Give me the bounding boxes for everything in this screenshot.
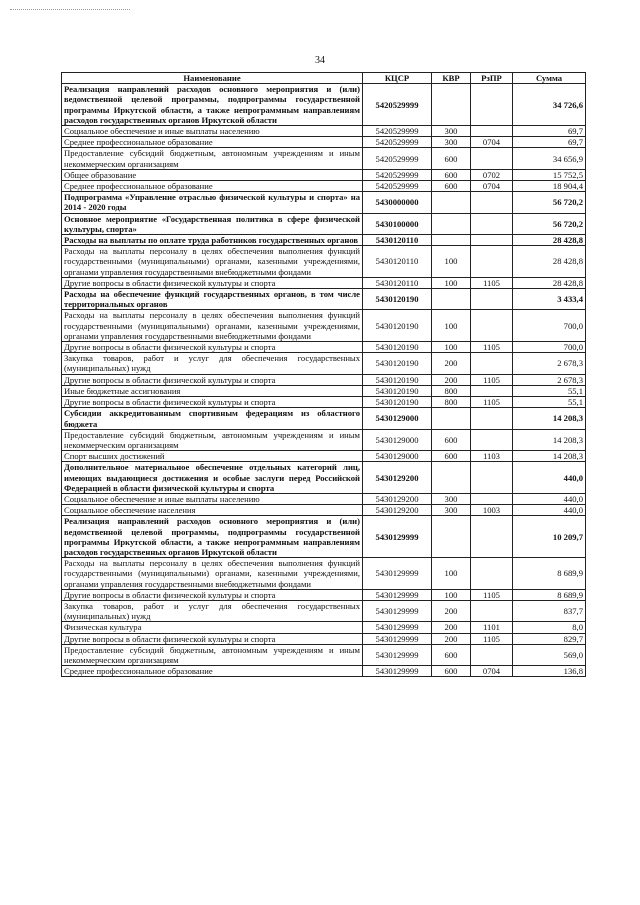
cell-kcsr: 5430120190 xyxy=(363,289,432,310)
cell-sum: 69,7 xyxy=(513,126,586,137)
cell-kcsr: 5430120110 xyxy=(363,235,432,246)
cell-kvr xyxy=(432,462,471,494)
table-row xyxy=(62,633,586,644)
cell-sum: 28 428,8 xyxy=(513,235,586,246)
cell-sum: 28 428,8 xyxy=(513,277,586,288)
table-body xyxy=(62,84,586,677)
table-row xyxy=(62,289,586,310)
cell-name: Расходы на выплаты персоналу в целях обеспечения выполнения функций государственными (муниципальными) органами, казенными учреждениями, органами управления государственными внебюджетными фондами xyxy=(62,310,363,342)
table-row xyxy=(62,385,586,396)
cell-rzpr xyxy=(471,408,513,429)
cell-rzpr xyxy=(471,289,513,310)
cell-kcsr: 5430120190 xyxy=(363,374,432,385)
table-row xyxy=(62,353,586,374)
cell-kcsr: 5430120190 xyxy=(363,397,432,408)
table-row xyxy=(62,235,586,246)
cell-name: Основное мероприятие «Государственная политика в сфере физической культуры, спорта» xyxy=(62,213,363,234)
cell-name: Другие вопросы в области физической культуры и спорта xyxy=(62,397,363,408)
table-row xyxy=(62,137,586,148)
cell-sum: 55,1 xyxy=(513,385,586,396)
cell-kvr xyxy=(432,408,471,429)
cell-name: Среднее профессиональное образование xyxy=(62,181,363,192)
cell-name: Социальное обеспечение населения xyxy=(62,505,363,516)
cell-kcsr: 5430129999 xyxy=(363,516,432,558)
table-row xyxy=(62,429,586,450)
cell-kcsr: 5430129999 xyxy=(363,644,432,665)
cell-sum: 28 428,8 xyxy=(513,246,586,278)
table-row xyxy=(62,246,586,278)
column-header-rzpr: РзПР xyxy=(471,73,513,84)
cell-kvr: 600 xyxy=(432,666,471,677)
cell-kvr: 300 xyxy=(432,126,471,137)
cell-sum: 56 720,2 xyxy=(513,192,586,213)
cell-rzpr: 0704 xyxy=(471,666,513,677)
cell-kvr: 200 xyxy=(432,600,471,621)
cell-name: Реализация направлений расходов основного мероприятия и (или) ведомственной целевой программы, подпрограммы государственной программы Иркутской области, а также непрограммным направлениям расходов государственных органов Иркутской области xyxy=(62,516,363,558)
table-row xyxy=(62,277,586,288)
column-header-name: Наименование xyxy=(62,73,363,84)
cell-kvr: 100 xyxy=(432,277,471,288)
cell-sum: 440,0 xyxy=(513,505,586,516)
cell-rzpr xyxy=(471,126,513,137)
cell-sum: 440,0 xyxy=(513,462,586,494)
cell-name: Социальное обеспечение и иные выплаты населению xyxy=(62,126,363,137)
cell-rzpr: 1105 xyxy=(471,633,513,644)
cell-sum: 55,1 xyxy=(513,397,586,408)
cell-name: Среднее профессиональное образование xyxy=(62,137,363,148)
cell-sum: 14 208,3 xyxy=(513,429,586,450)
cell-rzpr: 1105 xyxy=(471,342,513,353)
cell-name: Подпрограмма «Управление отраслью физической культуры и спорта» на 2014 - 2020 годы xyxy=(62,192,363,213)
cell-name: Физическая культура xyxy=(62,622,363,633)
cell-kcsr: 5430129000 xyxy=(363,451,432,462)
cell-rzpr xyxy=(471,192,513,213)
table-row xyxy=(62,310,586,342)
cell-kvr: 600 xyxy=(432,451,471,462)
cell-sum: 15 752,5 xyxy=(513,169,586,180)
cell-kvr: 300 xyxy=(432,137,471,148)
cell-rzpr xyxy=(471,429,513,450)
table-row xyxy=(62,84,586,126)
cell-kcsr: 5430000000 xyxy=(363,192,432,213)
cell-kcsr: 5430129999 xyxy=(363,622,432,633)
cell-rzpr: 1101 xyxy=(471,622,513,633)
cell-kcsr: 5420529999 xyxy=(363,148,432,169)
table-row xyxy=(62,493,586,504)
cell-kcsr: 5430120110 xyxy=(363,246,432,278)
table-row xyxy=(62,462,586,494)
cell-name: Спорт высших достижений xyxy=(62,451,363,462)
cell-kvr: 600 xyxy=(432,169,471,180)
cell-rzpr xyxy=(471,310,513,342)
cell-kcsr: 5420529999 xyxy=(363,84,432,126)
cell-sum: 8 689,9 xyxy=(513,558,586,590)
table-row xyxy=(62,342,586,353)
cell-rzpr xyxy=(471,385,513,396)
cell-kcsr: 5430120190 xyxy=(363,353,432,374)
cell-kcsr: 5430120110 xyxy=(363,277,432,288)
cell-rzpr xyxy=(471,213,513,234)
cell-kvr: 600 xyxy=(432,148,471,169)
cell-name: Закупка товаров, работ и услуг для обеспечения государственных (муниципальных) нужд xyxy=(62,600,363,621)
cell-sum: 56 720,2 xyxy=(513,213,586,234)
cell-sum: 700,0 xyxy=(513,342,586,353)
cell-sum: 2 678,3 xyxy=(513,374,586,385)
cell-kvr: 300 xyxy=(432,505,471,516)
cell-name: Расходы на выплаты по оплате труда работников государственных органов xyxy=(62,235,363,246)
cell-sum: 837,7 xyxy=(513,600,586,621)
cell-rzpr xyxy=(471,84,513,126)
cell-kvr: 600 xyxy=(432,429,471,450)
cell-name: Расходы на обеспечение функций государственных органов, в том числе территориальных органов xyxy=(62,289,363,310)
cell-rzpr xyxy=(471,493,513,504)
cell-kvr xyxy=(432,84,471,126)
cell-kvr xyxy=(432,192,471,213)
cell-sum: 14 208,3 xyxy=(513,451,586,462)
cell-rzpr xyxy=(471,462,513,494)
cell-kvr: 200 xyxy=(432,374,471,385)
table-row xyxy=(62,397,586,408)
cell-name: Другие вопросы в области физической культуры и спорта xyxy=(62,374,363,385)
table-row xyxy=(62,600,586,621)
cell-kcsr: 5430120190 xyxy=(363,310,432,342)
cell-kcsr: 5430120190 xyxy=(363,342,432,353)
cell-sum: 34 656,9 xyxy=(513,148,586,169)
cell-kvr: 200 xyxy=(432,633,471,644)
cell-kvr xyxy=(432,289,471,310)
cell-name: Субсидии аккредитованным спортивным федерациям из областного бюджета xyxy=(62,408,363,429)
cell-rzpr xyxy=(471,600,513,621)
cell-kvr: 100 xyxy=(432,589,471,600)
table-row xyxy=(62,622,586,633)
cell-rzpr: 1003 xyxy=(471,505,513,516)
cell-kcsr: 5420529999 xyxy=(363,137,432,148)
cell-sum: 829,7 xyxy=(513,633,586,644)
cell-kcsr: 5430129200 xyxy=(363,505,432,516)
cell-kvr: 200 xyxy=(432,622,471,633)
table-row xyxy=(62,213,586,234)
cell-sum: 440,0 xyxy=(513,493,586,504)
cell-rzpr: 1105 xyxy=(471,397,513,408)
column-header-kcsr: КЦСР xyxy=(363,73,432,84)
table-row xyxy=(62,505,586,516)
table-row xyxy=(62,589,586,600)
budget-table xyxy=(61,72,586,677)
cell-name: Другие вопросы в области физической культуры и спорта xyxy=(62,342,363,353)
table-row xyxy=(62,558,586,590)
cell-kvr: 100 xyxy=(432,310,471,342)
table-row xyxy=(62,374,586,385)
cell-kcsr: 5430129200 xyxy=(363,462,432,494)
table-row xyxy=(62,666,586,677)
cell-kcsr: 5430100000 xyxy=(363,213,432,234)
table-row xyxy=(62,408,586,429)
cell-sum: 569,0 xyxy=(513,644,586,665)
scan-top-mark xyxy=(10,9,130,12)
cell-sum: 34 726,6 xyxy=(513,84,586,126)
cell-kvr: 300 xyxy=(432,493,471,504)
cell-rzpr xyxy=(471,235,513,246)
table-row xyxy=(62,644,586,665)
cell-name: Другие вопросы в области физической культуры и спорта xyxy=(62,277,363,288)
cell-kcsr: 5430120190 xyxy=(363,385,432,396)
cell-rzpr xyxy=(471,353,513,374)
cell-sum: 3 433,4 xyxy=(513,289,586,310)
cell-kcsr: 5430129999 xyxy=(363,633,432,644)
cell-rzpr xyxy=(471,516,513,558)
table-header-row xyxy=(62,73,586,84)
table-row xyxy=(62,192,586,213)
cell-kcsr: 5430129999 xyxy=(363,558,432,590)
cell-kvr: 100 xyxy=(432,558,471,590)
cell-kcsr: 5430129999 xyxy=(363,666,432,677)
cell-kvr: 200 xyxy=(432,353,471,374)
table-row xyxy=(62,126,586,137)
cell-name: Иные бюджетные ассигнования xyxy=(62,385,363,396)
cell-kcsr: 5420529999 xyxy=(363,169,432,180)
cell-rzpr: 0704 xyxy=(471,181,513,192)
cell-sum: 2 678,3 xyxy=(513,353,586,374)
table-row xyxy=(62,169,586,180)
cell-kcsr: 5430129999 xyxy=(363,600,432,621)
cell-name: Среднее профессиональное образование xyxy=(62,666,363,677)
cell-rzpr xyxy=(471,558,513,590)
cell-kvr: 600 xyxy=(432,181,471,192)
cell-name: Предоставление субсидий бюджетным, автономным учреждениям и иным некоммерческим организациям xyxy=(62,148,363,169)
cell-rzpr: 1105 xyxy=(471,589,513,600)
cell-name: Дополнительное материальное обеспечение отдельных категорий лиц, имеющих выдающиеся достижения и особые заслуги перед Российской Федерацией в области физической культуры и спорта xyxy=(62,462,363,494)
cell-rzpr xyxy=(471,644,513,665)
cell-rzpr xyxy=(471,246,513,278)
cell-rzpr: 1103 xyxy=(471,451,513,462)
cell-name: Другие вопросы в области физической культуры и спорта xyxy=(62,633,363,644)
cell-name: Расходы на выплаты персоналу в целях обеспечения выполнения функций государственными (муниципальными) органами, казенными учреждениями, органами управления государственными внебюджетными фондами xyxy=(62,558,363,590)
cell-name: Закупка товаров, работ и услуг для обеспечения государственных (муниципальных) нужд xyxy=(62,353,363,374)
cell-name: Другие вопросы в области физической культуры и спорта xyxy=(62,589,363,600)
cell-name: Расходы на выплаты персоналу в целях обеспечения выполнения функций государственными (муниципальными) органами, казенными учреждениями, органами управления государственными внебюджетными фондами xyxy=(62,246,363,278)
cell-sum: 700,0 xyxy=(513,310,586,342)
cell-rzpr: 1105 xyxy=(471,277,513,288)
cell-name: Общее образование xyxy=(62,169,363,180)
cell-rzpr: 0704 xyxy=(471,137,513,148)
cell-kcsr: 5420529999 xyxy=(363,126,432,137)
table-row xyxy=(62,181,586,192)
cell-kvr: 100 xyxy=(432,342,471,353)
page-number: 34 xyxy=(315,55,325,66)
cell-kcsr: 5430129000 xyxy=(363,408,432,429)
cell-sum: 10 209,7 xyxy=(513,516,586,558)
cell-sum: 18 904,4 xyxy=(513,181,586,192)
cell-kcsr: 5420529999 xyxy=(363,181,432,192)
table-row xyxy=(62,451,586,462)
cell-kcsr: 5430129000 xyxy=(363,429,432,450)
cell-kcsr: 5430129999 xyxy=(363,589,432,600)
cell-rzpr: 1105 xyxy=(471,374,513,385)
cell-sum: 136,8 xyxy=(513,666,586,677)
cell-sum: 14 208,3 xyxy=(513,408,586,429)
cell-rzpr xyxy=(471,148,513,169)
table-row xyxy=(62,516,586,558)
cell-name: Предоставление субсидий бюджетным, автономным учреждениям и иным некоммерческим организациям xyxy=(62,644,363,665)
cell-sum: 69,7 xyxy=(513,137,586,148)
cell-kvr: 800 xyxy=(432,397,471,408)
cell-kvr: 800 xyxy=(432,385,471,396)
cell-kvr xyxy=(432,235,471,246)
cell-sum: 8 689,9 xyxy=(513,589,586,600)
cell-kvr: 100 xyxy=(432,246,471,278)
cell-name: Предоставление субсидий бюджетным, автономным учреждениям и иным некоммерческим организациям xyxy=(62,429,363,450)
table-row xyxy=(62,148,586,169)
column-header-kvr: КВР xyxy=(432,73,471,84)
cell-name: Социальное обеспечение и иные выплаты населению xyxy=(62,493,363,504)
column-header-sum: Сумма xyxy=(513,73,586,84)
cell-kcsr: 5430129200 xyxy=(363,493,432,504)
cell-sum: 8,0 xyxy=(513,622,586,633)
cell-name: Реализация направлений расходов основного мероприятия и (или) ведомственной целевой программы, подпрограммы государственной программы Иркутской области, а также непрограммным направлениям расходов государственных органов Иркутской области xyxy=(62,84,363,126)
cell-kvr: 600 xyxy=(432,644,471,665)
cell-rzpr: 0702 xyxy=(471,169,513,180)
cell-kvr xyxy=(432,213,471,234)
cell-kvr xyxy=(432,516,471,558)
